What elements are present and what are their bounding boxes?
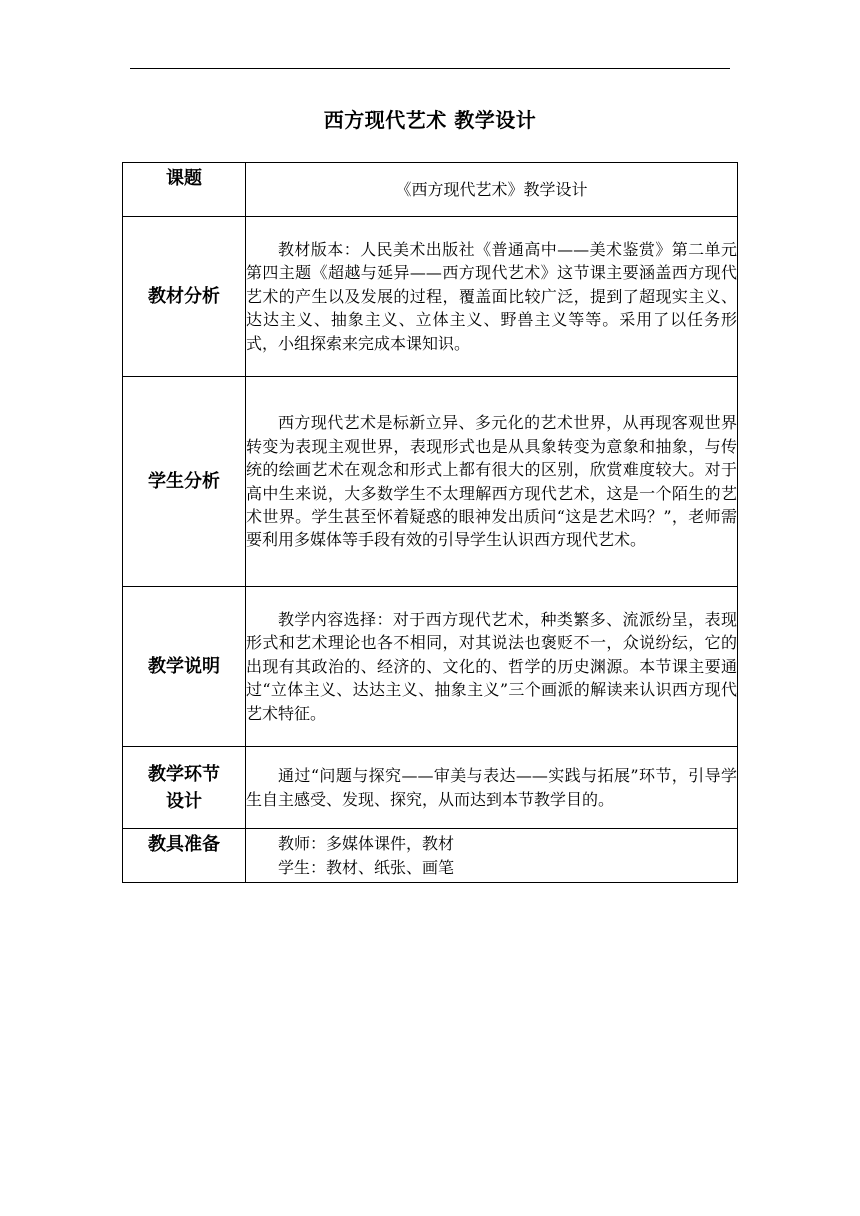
table-row-teaching-aids bbox=[123, 829, 738, 883]
teaching-process-label-line2: 设计 bbox=[166, 790, 202, 812]
row-content-teaching-aids bbox=[246, 829, 738, 883]
row-label-material-analysis: 教材分析 bbox=[123, 217, 246, 377]
document-title: 西方现代艺术 教学设计 bbox=[323, 108, 537, 132]
row-label-teaching-aids: 教具准备 bbox=[123, 829, 246, 883]
table-row-teaching-process bbox=[123, 747, 738, 829]
row-content-material-analysis bbox=[246, 217, 738, 377]
row-content-student-analysis bbox=[246, 377, 738, 587]
teaching-aids-teacher: 教师：多媒体课件，教材 bbox=[278, 834, 455, 854]
header-rule bbox=[130, 68, 730, 69]
row-label-teaching-notes: 教学说明 bbox=[123, 587, 246, 747]
row-label-student-analysis: 学生分析 bbox=[123, 377, 246, 587]
row-content-topic: 《西方现代艺术》教学设计 bbox=[246, 163, 738, 217]
row-content-teaching-notes bbox=[246, 587, 738, 747]
student-analysis-text: 西方现代艺术是标新立异、多元化的艺术世界，从再现客观世界转变为表现主观世界，表现形式也是从具象转变为意象和抽象，与传统的绘画艺术在观念和形式上都有很大的区别，欣赏难度较大。对于高中生来说，大多数学生不太理解西方现代艺术，这是一个陌生的艺术世界。学生甚至怀着疑惑的眼神发出质问“这是艺术吗？”，老师需要利用多媒体等手段有效的引导学生认识西方现代艺术。 bbox=[246, 413, 737, 550]
table-row-teaching-notes bbox=[123, 587, 738, 747]
row-label-teaching-process bbox=[123, 747, 246, 829]
teaching-process-label-line1: 教学环节 bbox=[148, 763, 220, 785]
table-row-topic bbox=[123, 163, 738, 217]
teaching-notes-text: 教学内容选择：对于西方现代艺术，种类繁多、流派纷呈，表现形式和艺术理论也各不相同，对其说法也褒贬不一，众说纷纭，它的出现有其政治的、经济的、文化的、哲学的历史渊源。本节课主要通过“立体主义、达达主义、抽象主义”三个画派的解读来认识西方现代艺术特征。 bbox=[246, 609, 737, 723]
material-analysis-text: 教材版本：人民美术出版社《普通高中——美术鉴赏》第二单元第四主题《超越与延异——西方现代艺术》这节课主要涵盖西方现代艺术的产生以及发展的过程，覆盖面比较广泛，提到了超现实主义、达达主义、抽象主义、立体主义、野兽主义等等。采用了以任务形式，小组探索来完成本课知识。 bbox=[246, 239, 737, 353]
row-label-topic: 课题 bbox=[123, 163, 246, 217]
table-row-student-analysis bbox=[123, 377, 738, 587]
teaching-aids-student: 学生：教材、纸张、画笔 bbox=[278, 857, 455, 877]
table-row-material-analysis bbox=[123, 217, 738, 377]
teaching-process-text: 通过“问题与探究——审美与表达——实践与拓展”环节，引导学生自主感受、发现、探究，从而达到本节教学目的。 bbox=[246, 766, 737, 809]
row-content-teaching-process bbox=[246, 747, 738, 829]
lesson-plan-table bbox=[122, 162, 738, 883]
